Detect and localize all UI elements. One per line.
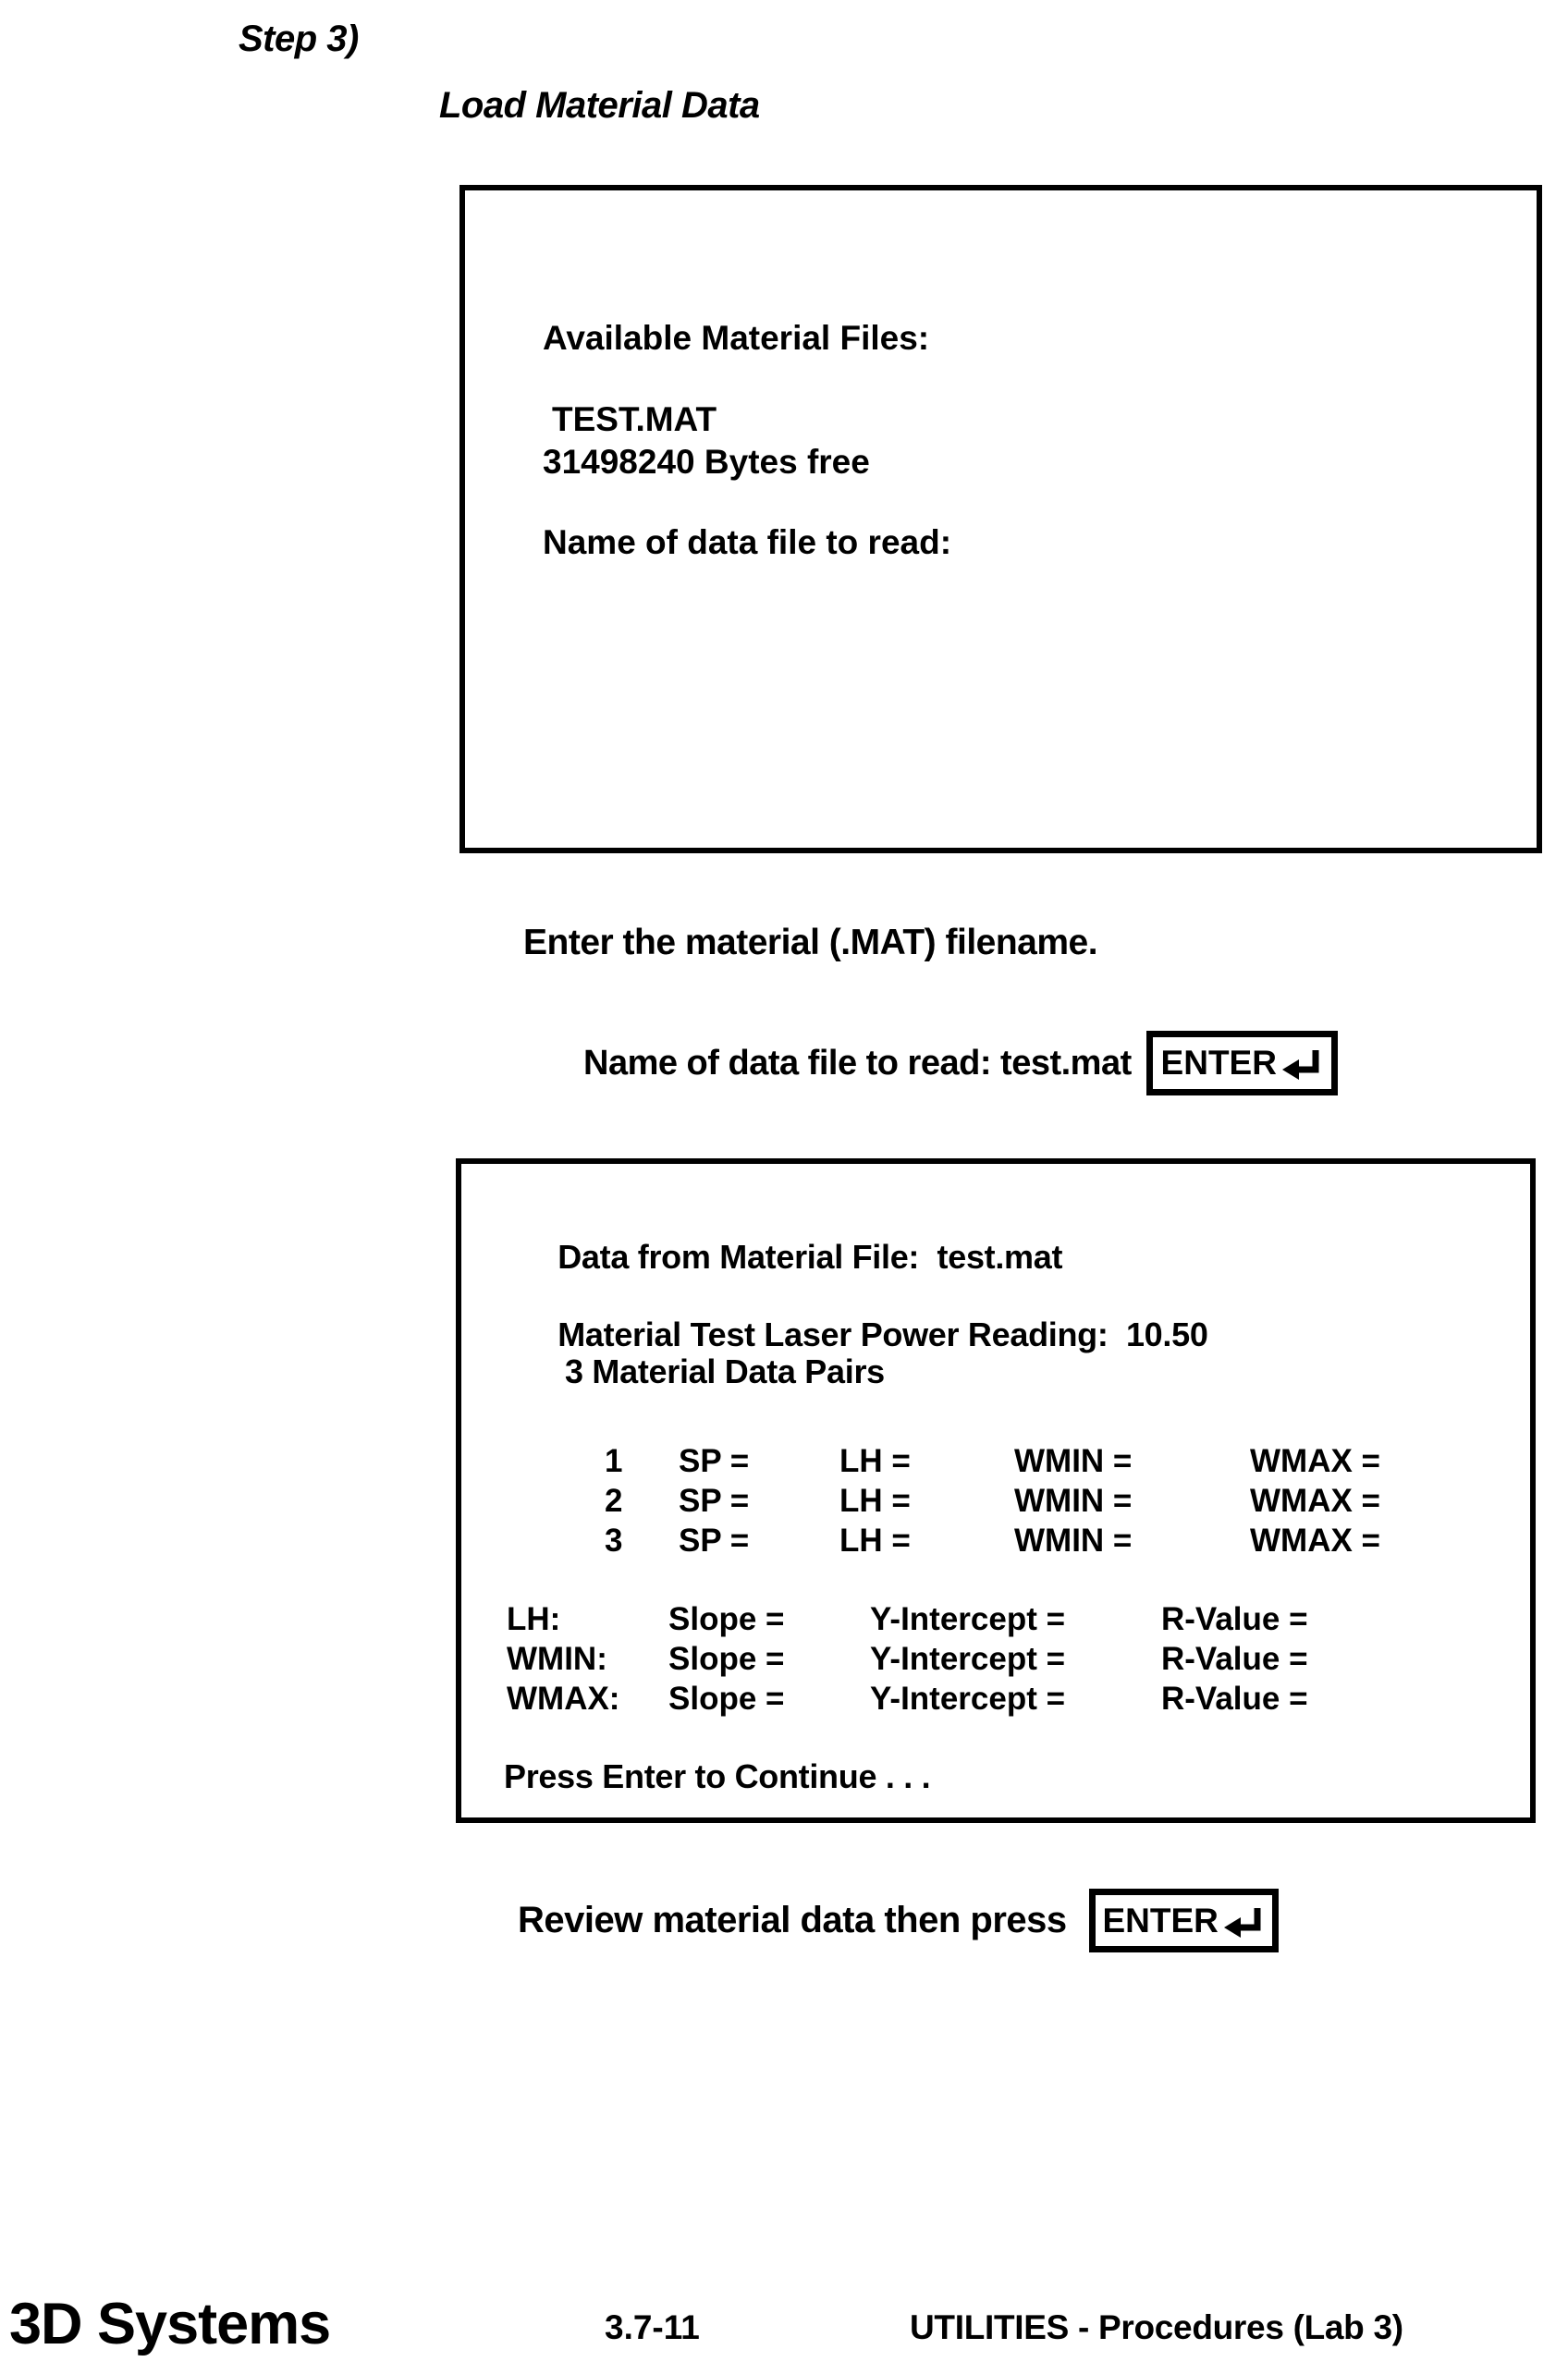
enter-key-label: ENTER xyxy=(1160,1044,1277,1082)
review-instruction-label: Review material data then press xyxy=(518,1900,1067,1940)
table-row xyxy=(461,1443,1530,1483)
fit-stats-table xyxy=(461,1601,1530,1720)
pair-sp: SP = xyxy=(679,1443,750,1479)
pair-wmax: WMAX = xyxy=(1250,1483,1380,1519)
fit-y-intercept: Y-Intercept = xyxy=(870,1601,1066,1637)
pair-sp: SP = xyxy=(679,1523,750,1559)
fit-y-intercept: Y-Intercept = xyxy=(870,1681,1066,1717)
material-file-label: Data from Material File: xyxy=(557,1238,920,1276)
filename-entry-line xyxy=(583,1031,1338,1095)
pair-index: 2 xyxy=(605,1483,623,1519)
return-arrow-icon xyxy=(1222,1904,1265,1941)
pair-index: 1 xyxy=(605,1443,623,1479)
data-pairs-heading: 3 Material Data Pairs xyxy=(565,1352,885,1390)
pair-wmin: WMIN = xyxy=(1014,1443,1133,1479)
filename-prompt: Name of data file to read: xyxy=(543,523,952,561)
material-files-screen-content xyxy=(465,190,1537,564)
press-enter-prompt: Press Enter to Continue . . . xyxy=(504,1757,931,1795)
bytes-free: 31498240 Bytes free xyxy=(543,443,870,481)
table-row xyxy=(461,1523,1530,1562)
table-row xyxy=(461,1641,1530,1681)
data-pairs-table xyxy=(461,1443,1530,1562)
table-row xyxy=(461,1681,1530,1720)
material-files-screen xyxy=(459,185,1542,853)
pair-sp: SP = xyxy=(679,1483,750,1519)
review-instruction-line xyxy=(518,1889,1279,1952)
return-arrow-icon xyxy=(1280,1046,1323,1083)
material-data-screen xyxy=(456,1158,1536,1823)
pair-lh: LH = xyxy=(839,1483,911,1519)
pair-lh: LH = xyxy=(839,1523,911,1559)
fit-name: WMIN: xyxy=(507,1641,607,1677)
fit-name: WMAX: xyxy=(507,1681,620,1717)
fit-r-value: R-Value = xyxy=(1161,1641,1308,1677)
page-number: 3.7-11 xyxy=(605,2308,700,2346)
fit-slope: Slope = xyxy=(668,1681,785,1717)
brand-logo: 3D Systems xyxy=(9,2292,331,2356)
instruction-enter-filename: Enter the material (.MAT) filename. xyxy=(523,923,1098,962)
spacer xyxy=(919,1238,937,1276)
fit-slope: Slope = xyxy=(668,1601,785,1637)
filename-entry-label: Name of data file to read: test.mat xyxy=(583,1043,1132,1083)
fit-r-value: R-Value = xyxy=(1161,1681,1308,1717)
spacer xyxy=(1109,1315,1126,1353)
fit-y-intercept: Y-Intercept = xyxy=(870,1641,1066,1677)
table-row xyxy=(461,1601,1530,1641)
fit-slope: Slope = xyxy=(668,1641,785,1677)
table-row xyxy=(461,1483,1530,1523)
material-file-value: test.mat xyxy=(937,1238,1063,1276)
section-title: Load Material Data xyxy=(439,85,760,126)
enter-key-label: ENTER xyxy=(1102,1901,1219,1940)
pair-wmax: WMAX = xyxy=(1250,1443,1380,1479)
laser-power-value: 10.50 xyxy=(1125,1315,1208,1353)
pair-wmin: WMIN = xyxy=(1014,1523,1133,1559)
enter-key xyxy=(1146,1031,1338,1095)
pair-wmax: WMAX = xyxy=(1250,1523,1380,1559)
pair-index: 3 xyxy=(605,1523,623,1559)
step-label: Step 3) xyxy=(239,18,359,59)
fit-r-value: R-Value = xyxy=(1161,1601,1308,1637)
fit-name: LH: xyxy=(507,1601,561,1637)
pair-wmin: WMIN = xyxy=(1014,1483,1133,1519)
enter-key xyxy=(1089,1889,1279,1952)
laser-power-label: Material Test Laser Power Reading: xyxy=(557,1315,1109,1353)
material-file-name: TEST.MAT xyxy=(552,400,717,438)
footer-section-title: UTILITIES - Procedures (Lab 3) xyxy=(910,2308,1403,2346)
available-files-title: Available Material Files: xyxy=(543,319,930,357)
pair-lh: LH = xyxy=(839,1443,911,1479)
